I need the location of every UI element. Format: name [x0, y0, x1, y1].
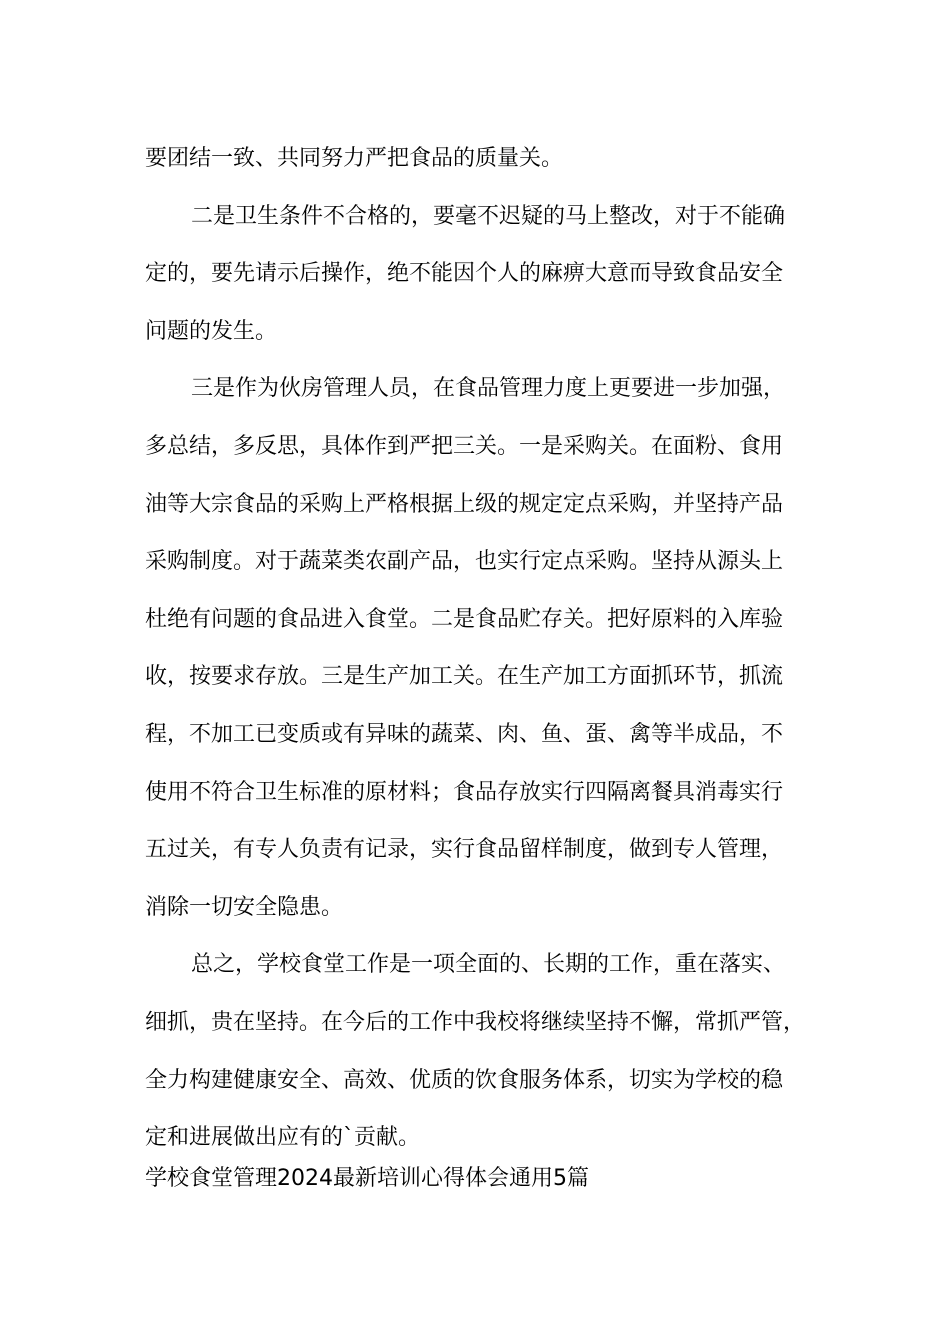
- text-line: 定和进展做出应有的`贡献。: [145, 1125, 421, 1151]
- text-line: 多总结，多反思，具体作到严把三关。一是采购关。在面粉、食用: [145, 433, 784, 459]
- paragraph-4: [145, 936, 835, 1166]
- text-line: 全力构建健康安全、高效、优质的饮食服务体系，切实为学校的稳: [145, 1067, 784, 1093]
- text-line: 总之，学校食堂工作是一项全面的、长期的工作，重在落实、: [191, 952, 786, 978]
- text-line: 定的，要先请示后操作，绝不能因个人的麻痹大意而导致食品安全: [145, 261, 784, 287]
- text-line: 收，按要求存放。三是生产加工关。在生产加工方面抓环节，抓流: [145, 664, 784, 690]
- text-line: 问题的发生。: [145, 318, 278, 344]
- paragraph-1: [145, 130, 835, 188]
- document-body: [145, 130, 835, 1167]
- text-line: 三是作为伙房管理人员，在食品管理力度上更要进一步加强，: [191, 376, 786, 402]
- text-line: 采购制度。对于蔬菜类农副产品，也实行定点采购。坚持从源头上: [145, 549, 784, 575]
- text-line: 程，不加工已变质或有异味的蔬菜、肉、鱼、蛋、禽等半成品，不: [145, 721, 784, 747]
- paragraph-3: [145, 360, 835, 936]
- text-line: 消除一切安全隐患。: [145, 894, 344, 920]
- paragraph-2: [145, 188, 835, 361]
- text-line: 细抓，贵在坚持。在今后的工作中我校将继续坚持不懈，常抓严管，: [145, 1009, 806, 1035]
- text-line: 五过关，有专人负责有记录，实行食品留样制度，做到专人管理，: [145, 837, 784, 863]
- text-line: 杜绝有问题的食品进入食堂。二是食品贮存关。把好原料的入库验: [145, 606, 784, 632]
- text-line: 要团结一致、共同努力严把食品的质量关。: [145, 146, 564, 171]
- next-article-title: 学校食堂管理2024最新培训心得体会通用5篇: [145, 1166, 589, 1191]
- text-line: 油等大宗食品的采购上严格根据上级的规定定点采购，并坚持产品: [145, 491, 784, 517]
- text-line: 使用不符合卫生标准的原材料；食品存放实行四隔离餐具消毒实行: [145, 779, 784, 805]
- text-line: 二是卫生条件不合格的，要毫不迟疑的马上整改，对于不能确: [191, 203, 786, 229]
